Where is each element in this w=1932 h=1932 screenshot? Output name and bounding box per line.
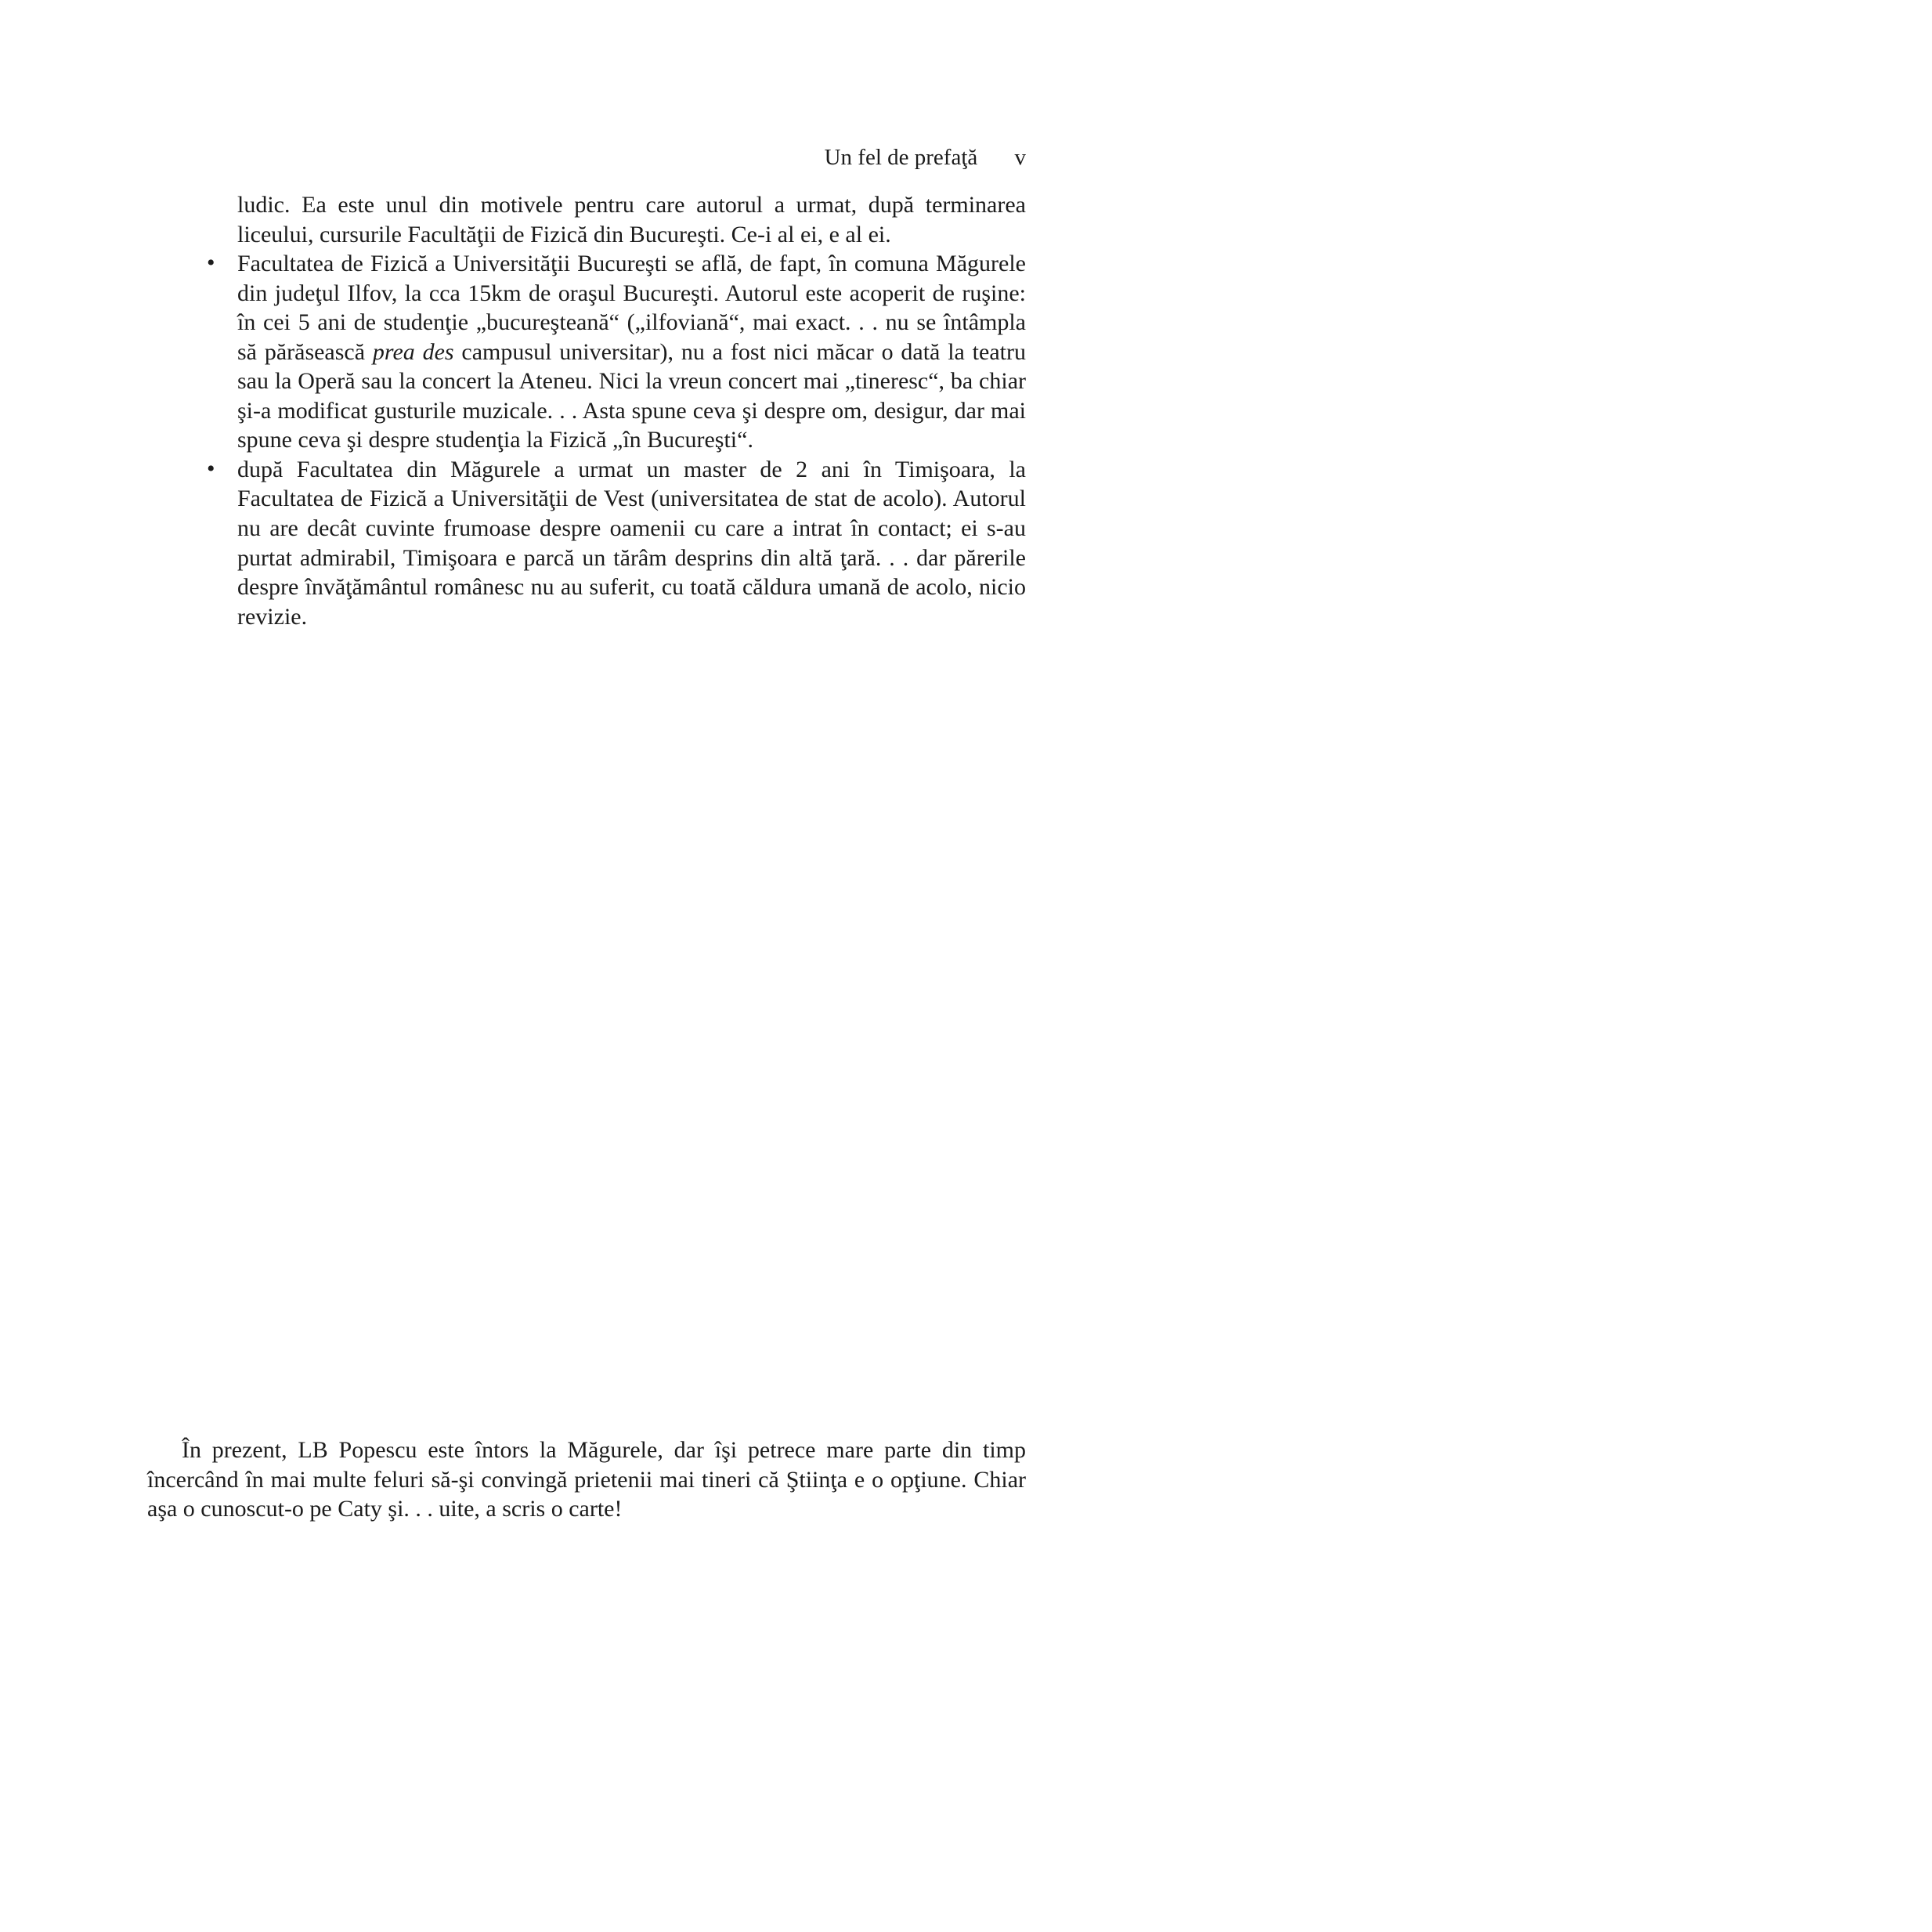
list-item-text-part: campusul universitar), nu a fost nici măcar o dată la teatru sau la Operă sau la concert la Ateneu. Nici la vreun concert mai „tineresc“, ba chiar şi-a modificat gusturile muzicale. . . Asta spune ceva şi despre om, desigur, dar mai spune ceva şi despre studenţia la Fizică „în Bucureşti“. (237, 338, 1026, 453)
page-number: v (1014, 145, 1026, 170)
bullet-marker: • (207, 455, 215, 482)
running-title: Un fel de prefaţă (824, 145, 978, 170)
list-item-text-part: Facultatea de Fizică a Universităţii Bucureşti se află, de fapt, în comuna Măgurele din judeţul Ilfov, la cca 15km de oraşul Bucureşti. Autorul este acoperit de ruşine: în cei 5 ani de studenţie „bucureşteană“ („ilfoviană“, mai exact. . . nu se întâmpla să părăsească (237, 251, 1026, 365)
closing-paragraph: În prezent, LB Popescu este întors la Măgurele, dar îşi petrece mare parte din timp încercând în mai multe feluri să-şi convingă prietenii mai tineri că Ştiinţa e o opţiune. Chiar aşa o cunoscut-o pe Caty şi. . . uite, a scris o carte! (147, 1437, 1026, 1522)
list-item (147, 249, 1026, 455)
italic-phrase: prea des (372, 338, 454, 365)
list-item (147, 455, 1026, 631)
continuation-paragraph: ludic. Ea este unul din motivele pentru care autorul a urmat, după terminarea liceului, cursurile Facultăţii de Fizică din Bucureşti. Ce-i al ei, e al ei. (237, 192, 1026, 247)
bullet-marker: • (207, 250, 215, 276)
list-item-text (237, 251, 1026, 453)
list-item-text: după Facultatea din Măgurele a urmat un master de 2 ani în Timişoara, la Facultatea de Fizică a Universităţii de Vest (universitatea de stat de acolo). Autorul nu are decât cuvinte frumoase despre oamenii cu care a intrat în contact; ei s-au purtat admirabil, Timişoara e parcă un tărâm desprins din altă ţară. . . dar părerile despre învăţământul românesc nu au suferit, cu toată căldura umană de acolo, nicio revizie. (237, 456, 1026, 630)
body-text (147, 190, 1026, 631)
page-header (147, 143, 1026, 172)
bullet-list (147, 249, 1026, 631)
